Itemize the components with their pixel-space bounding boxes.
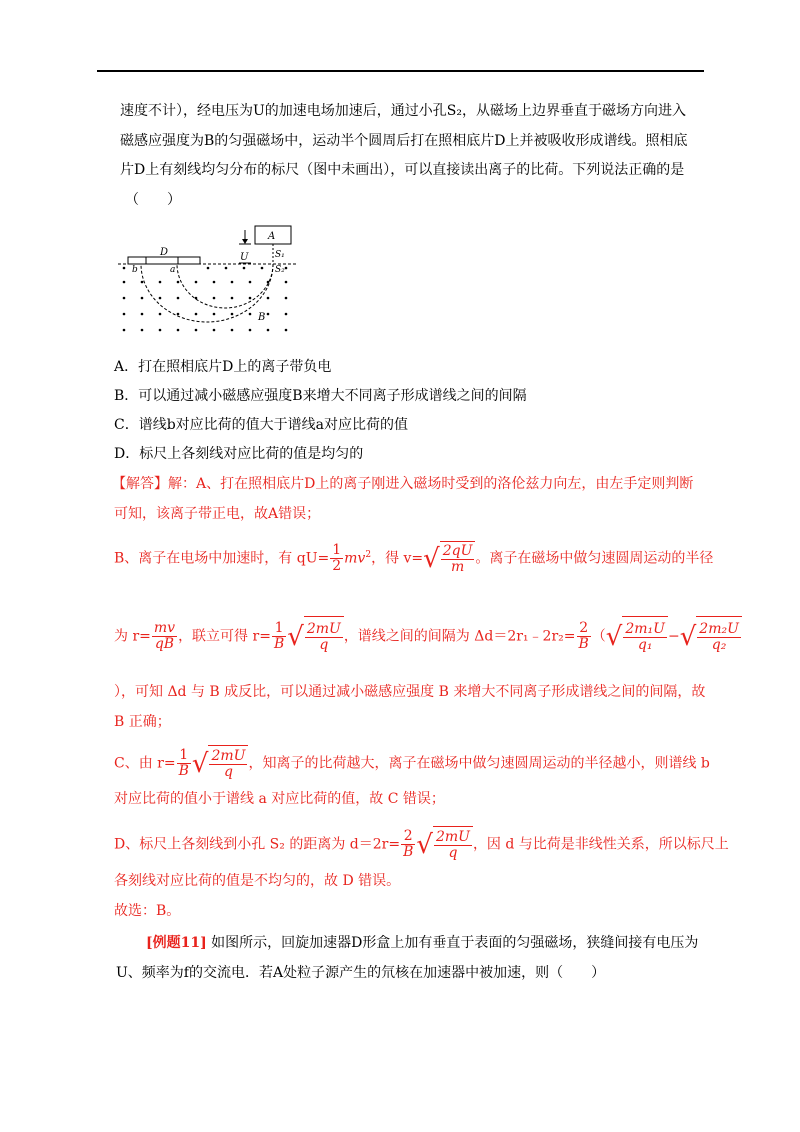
question-line-4: （ ） bbox=[125, 192, 181, 208]
option-B: B．可以通过减小磁感应强度B来增大不同离子形成谱线之间的间隔 bbox=[114, 388, 527, 404]
label-b: b bbox=[132, 265, 138, 275]
solution-line-a1: 【解答】解：A、打在照相底片D上的离子刚进入磁场时受到的洛伦兹力向左，由左手定则判断 bbox=[112, 476, 694, 492]
label-S1: S₁ bbox=[275, 250, 285, 260]
solution-line-c2: 对应比荷的值小于谱线 a 对应比荷的值，故 C 错误； bbox=[114, 791, 445, 807]
solution-tag: 【解答】 bbox=[112, 476, 168, 492]
solution-line-d2: 各刻线对应比荷的值是不均匀的，故 D 错误。 bbox=[114, 873, 401, 889]
label-A: A bbox=[268, 231, 276, 242]
label-S2: S₂ bbox=[275, 265, 285, 275]
option-D: D．标尺上各刻线对应比荷的值是均匀的 bbox=[114, 446, 364, 462]
example-11-line-1: [例题11] 如图所示，回旋加速器D形盒上加有垂直于表面的匀强磁场，狭缝间接有电压为 bbox=[146, 935, 699, 951]
label-D: D bbox=[159, 247, 169, 258]
solution-answer: 故选：B。 bbox=[114, 903, 181, 919]
solution-line-b1: B、离子在电场中加速时，有 qU= $\frac{1}{2}$ $mv^2$，得 v=√ $\frac{2qU}{m}$ 。离子在磁场中做匀速圆周运动的半径 bbox=[114, 542, 714, 575]
solution-line-b2: 为 r= $\frac{mv}{qB}$ ，联立可得 r= $\frac{1}{B}$ √ $\frac{2mU}{q}$ ，谱线之间的间隔为 Δd＝2r₁﹣2r₂= $\frac{2}{B}$ （√ $\frac{\text{2m₁U}}{\text{q₁}}$ −√ $\frac{\text{2m₂U}}{\text{q₂}}$ bbox=[114, 616, 742, 657]
solution-line-a2: 可知，该离子带正电，故A错误； bbox=[114, 506, 321, 522]
example-11-tag: [例题11] bbox=[146, 935, 207, 951]
label-B: B bbox=[258, 312, 266, 323]
solution-line-d1: D、标尺上各刻线到小孔 S₂ 的距离为 d＝2r= $\frac{2}{B}$ √ $\frac{2mU}{q}$ ，因 d 与比荷是非线性关系，所以标尺上 bbox=[114, 826, 729, 863]
label-a: a bbox=[170, 265, 176, 275]
option-C: C．谱线b对应比荷的值大于谱线a对应比荷的值 bbox=[114, 417, 409, 433]
question-line-2: 磁感应强度为B的匀强磁场中，运动半个圆周后打在照相底片D上并被吸收形成谱线。照相底 bbox=[120, 133, 688, 149]
header-rule bbox=[97, 70, 704, 72]
mass-spectrometer-diagram bbox=[118, 220, 296, 338]
solution-line-b3: ），可知 Δd 与 B 成反比，可以通过减小磁感应强度 B 来增大不同离子形成谱线之间的间隔，故 bbox=[114, 684, 706, 700]
option-A: A．打在照相底片D上的离子带负电 bbox=[114, 359, 332, 375]
label-U: U bbox=[240, 252, 249, 263]
example-11-line-2: U、频率为f的交流电．若A处粒子源产生的氘核在加速器中被加速，则（ ） bbox=[116, 965, 606, 981]
question-line-1: 速度不计），经电压为U的加速电场加速后，通过小孔S₂，从磁场上边界垂直于磁场方向进入 bbox=[120, 103, 686, 119]
trajectory-a bbox=[177, 264, 273, 308]
solution-line-c1: C、由 r= $\frac{1}{B}$ √ $\frac{2mU}{q}$ ，知离子的比荷越大，离子在磁场中做匀速圆周运动的半径越小，则谱线 b bbox=[114, 745, 710, 782]
solution-line-b4: B 正确； bbox=[114, 714, 171, 730]
photo-plate-D bbox=[128, 257, 200, 264]
question-line-3: 片D上有刻线均匀分布的标尺（图中未画出），可以直接读出离子的比荷。下列说法正确的是 bbox=[120, 162, 685, 178]
